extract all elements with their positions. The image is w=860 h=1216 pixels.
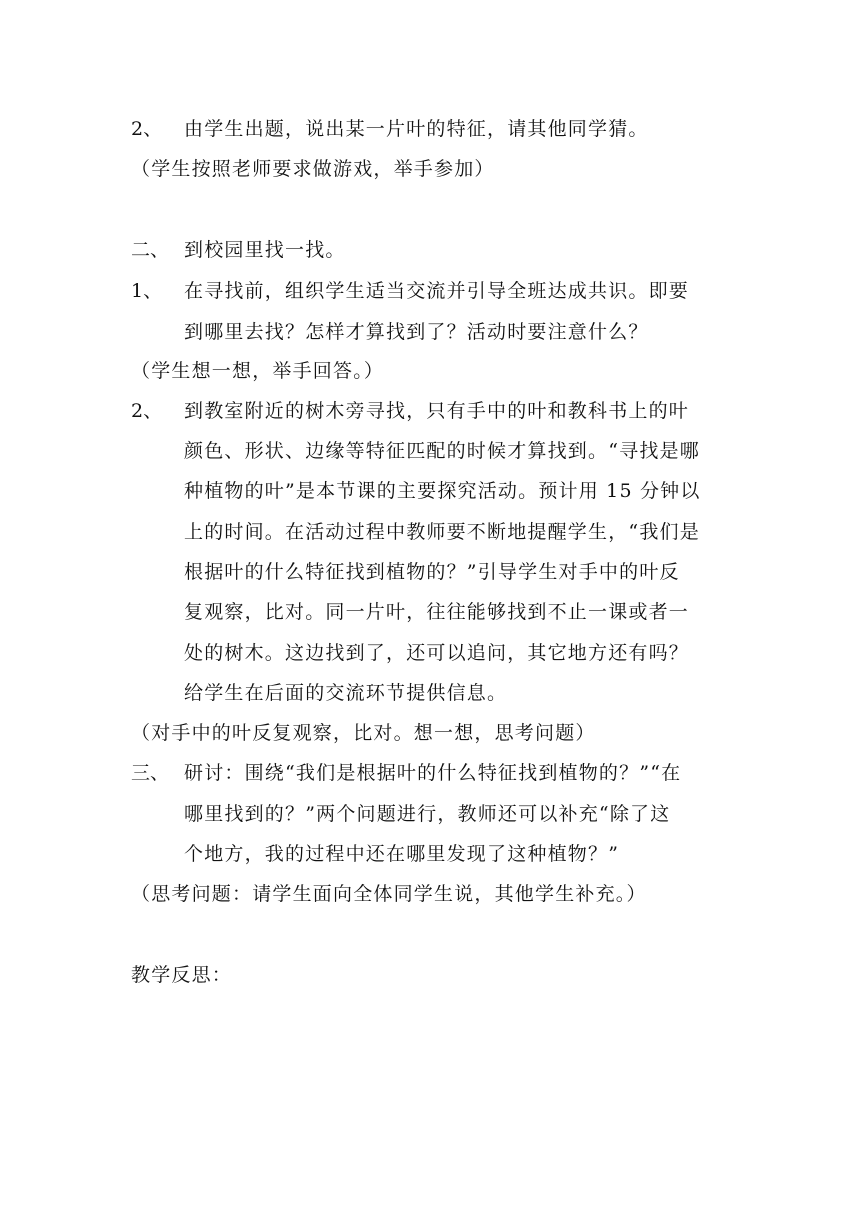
- item-text-line: 颜色、形状、边缘等特征匹配的时候才算找到。“寻找是哪: [184, 440, 700, 462]
- item-text-line: 到哪里去找？怎样才算找到了？活动时要注意什么？: [184, 321, 649, 343]
- section-text-line: 个地方，我的过程中还在哪里发现了这种植物？”: [184, 843, 620, 865]
- item-text-line: 种植物的叶”是本节课的主要探究活动。预计用 15 分钟以: [184, 480, 701, 502]
- section-text-line: 研讨：围绕“我们是根据叶的什么特征找到植物的？”“在: [184, 762, 682, 784]
- item-text: 由学生出题，说出某一片叶的特征，请其他同学猜。: [184, 118, 649, 140]
- section-text-line: 哪里找到的？”两个问题进行，教师还可以补充“除了这: [184, 803, 671, 825]
- section-number: 二、: [131, 239, 170, 261]
- item-text-line: 在寻找前，组织学生适当交流并引导全班达成共识。即要: [184, 280, 690, 302]
- student-note: （思考问题：请学生面向全体同学生说，其他学生补充。）: [131, 883, 647, 905]
- item-number: 1、: [131, 280, 163, 302]
- section-title: 到校园里找一找。: [184, 239, 346, 261]
- item-text-line: 处的树木。这边找到了，还可以追问，其它地方还有吗？: [184, 642, 690, 664]
- item-text-line: 给学生在后面的交流环节提供信息。: [184, 682, 508, 704]
- item-number: 2、: [131, 400, 163, 422]
- item-text-line: 上的时间。在活动过程中教师要不断地提醒学生，“我们是: [184, 521, 700, 543]
- section-number: 三、: [131, 762, 170, 784]
- student-note: （对手中的叶反复观察，比对。想一想，思考问题）: [131, 722, 596, 744]
- item-text-line: 根据叶的什么特征找到植物的？”引导学生对手中的叶反: [184, 561, 680, 583]
- student-note: （学生按照老师要求做游戏，举手参加）: [131, 158, 495, 180]
- reflection-label: 教学反思：: [131, 964, 233, 986]
- item-text-line: 复观察，比对。同一片叶，往往能够找到不止一课或者一: [184, 601, 690, 623]
- item-number: 2、: [131, 118, 163, 140]
- item-text-line: 到教室附近的树木旁寻找，只有手中的叶和教科书上的叶: [184, 400, 690, 422]
- student-note: （学生想一想，举手回答。）: [131, 360, 385, 382]
